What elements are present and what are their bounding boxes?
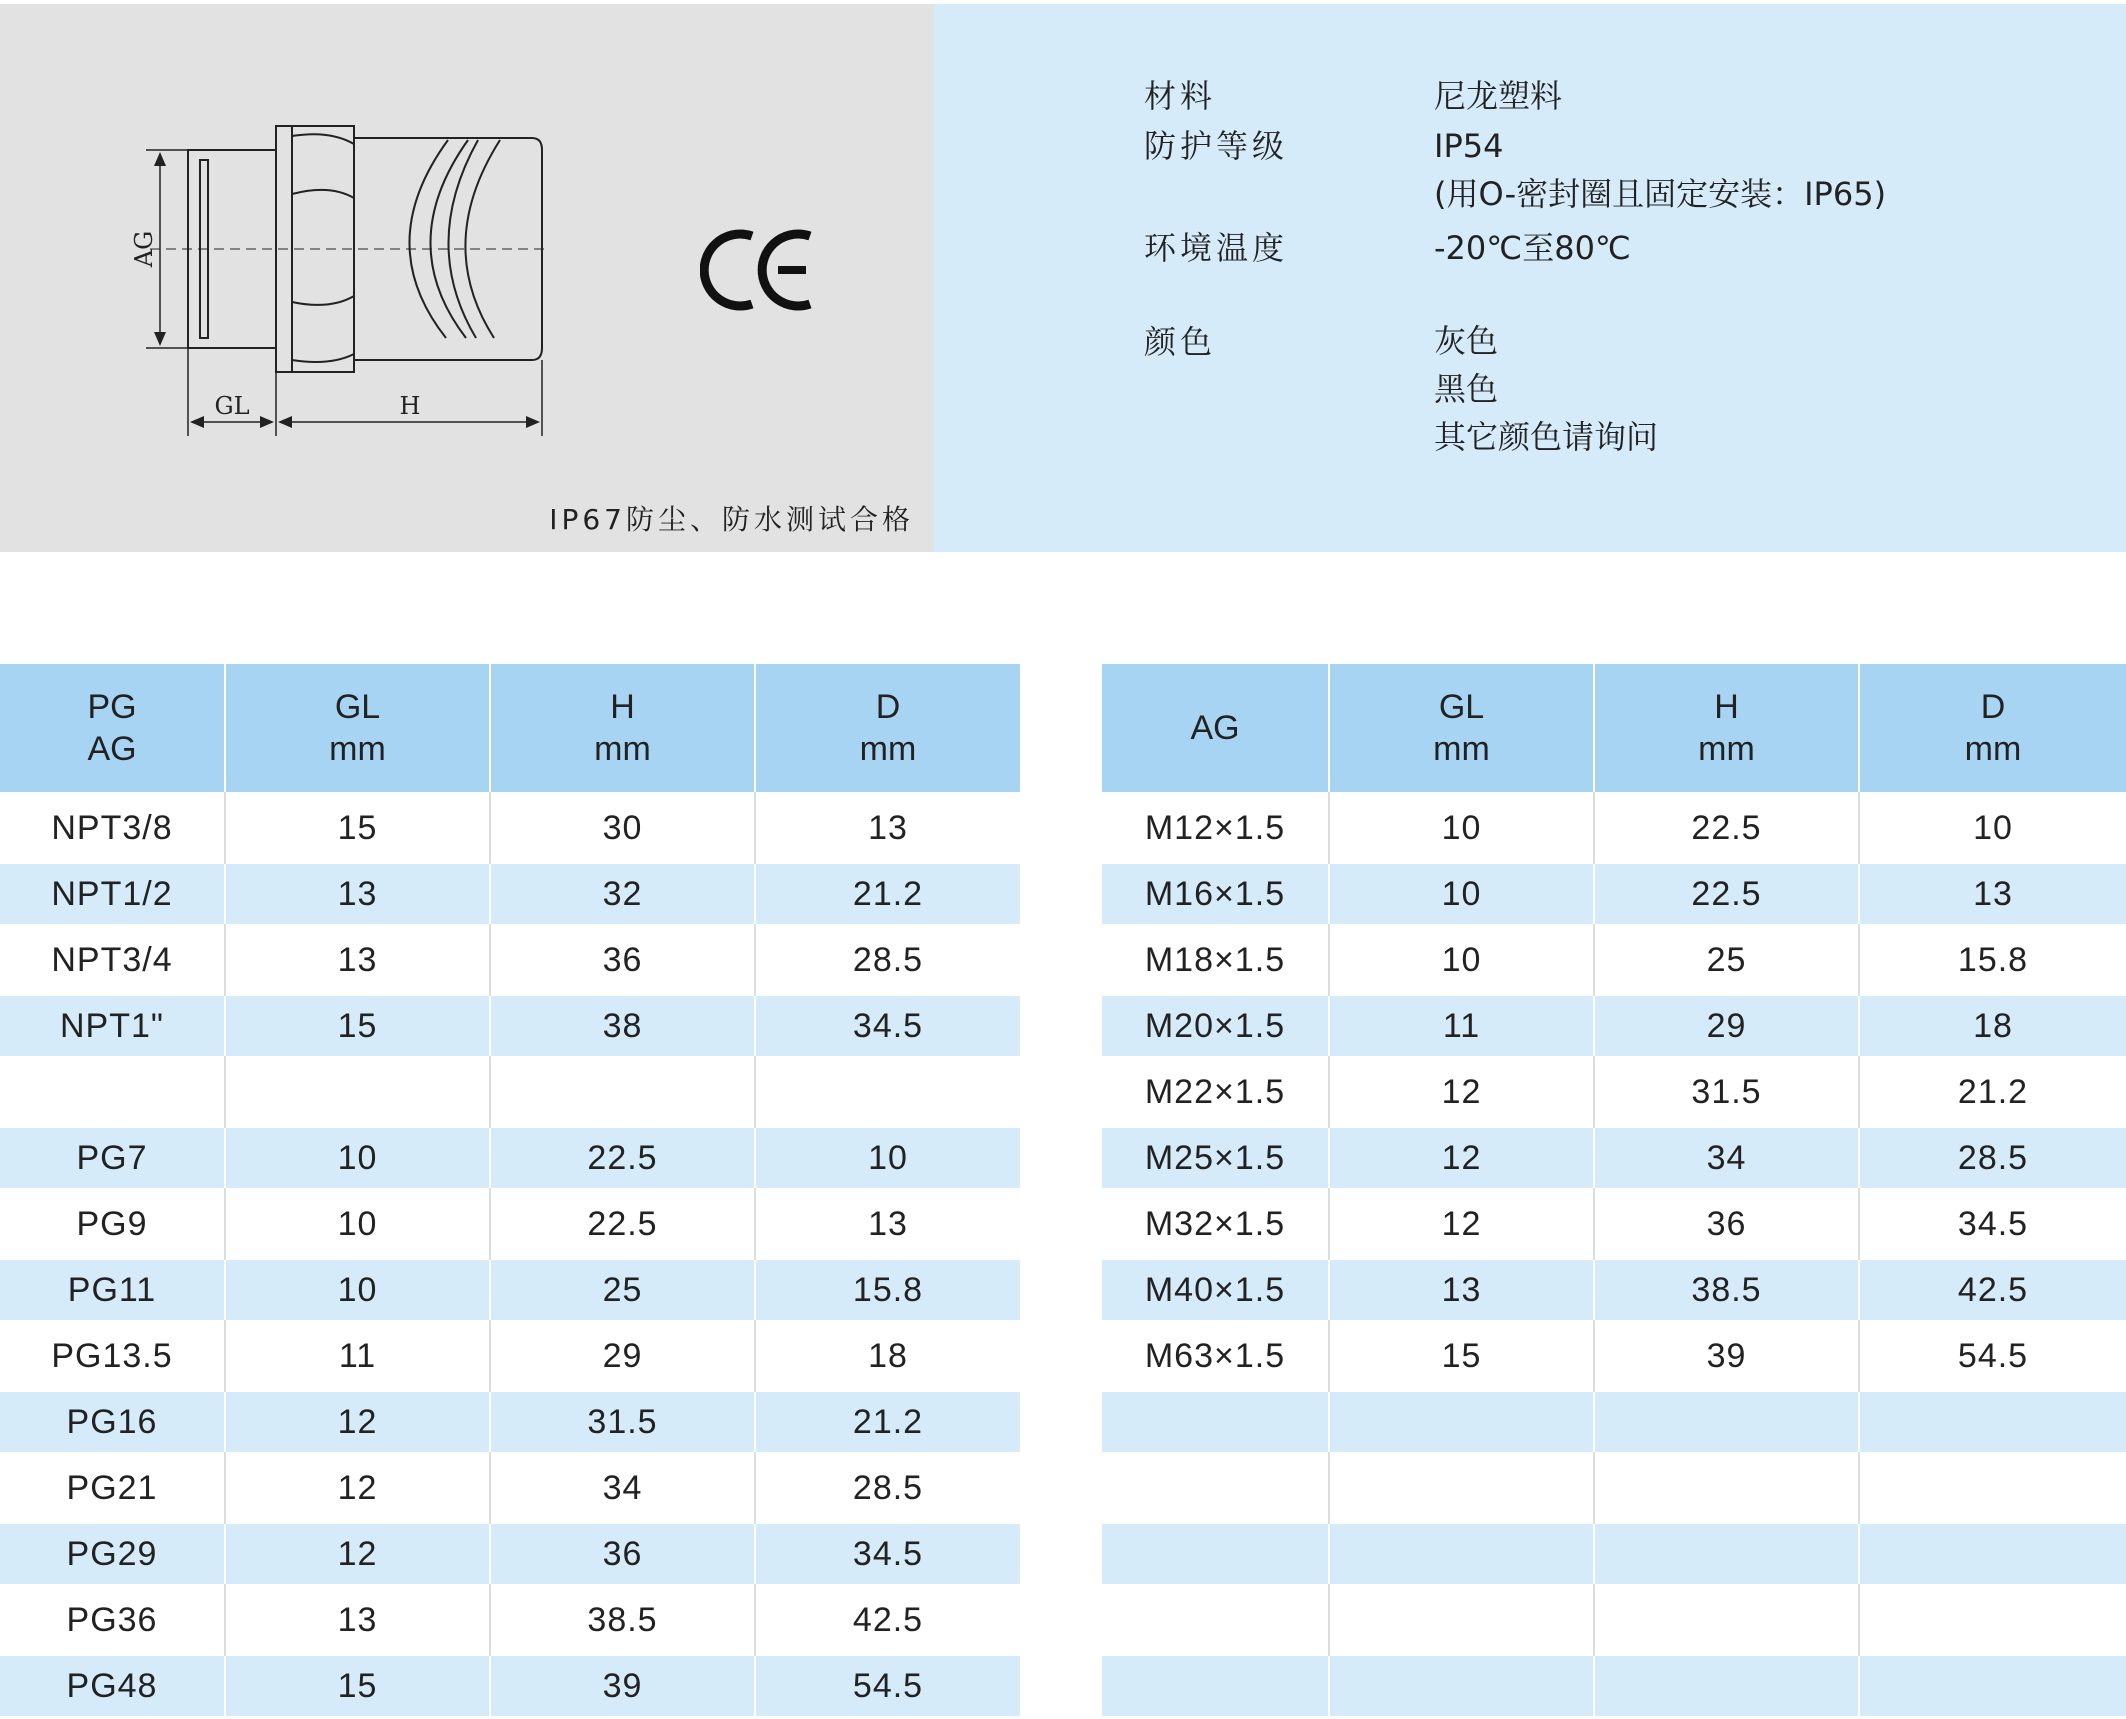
table-cell	[1328, 1584, 1593, 1656]
table-cell: NPT3/4	[0, 924, 224, 996]
table-cell: PG29	[0, 1524, 224, 1584]
table-cell: 34.5	[754, 996, 1020, 1056]
table-cell: NPT1/2	[0, 864, 224, 924]
column-header-line: mm	[859, 730, 917, 768]
table-cell: 34.5	[754, 1524, 1020, 1584]
table-cell: 18	[754, 1320, 1020, 1392]
table-cell: 36	[1593, 1188, 1858, 1260]
table-cell: 12	[224, 1524, 489, 1584]
table-cell: 15	[1328, 1320, 1593, 1392]
table-cell	[1858, 1584, 2126, 1656]
table-cell: 28.5	[754, 1452, 1020, 1524]
table-header-row	[0, 664, 1020, 792]
table-cell	[1593, 1656, 1858, 1716]
table-cell: 13	[1328, 1260, 1593, 1320]
column-header	[1858, 664, 2126, 792]
table-row	[0, 1128, 1020, 1188]
column-header-line: D	[875, 688, 901, 726]
dim-ag-label: AG	[130, 230, 158, 268]
column-header-line: mm	[329, 730, 386, 768]
table-cell: 11	[224, 1320, 489, 1392]
table-cell: 18	[1858, 996, 2126, 1056]
table-cell: 13	[224, 924, 489, 996]
table-cell: 12	[1328, 1128, 1593, 1188]
table-cell: 34	[1593, 1128, 1858, 1188]
table-cell: 12	[1328, 1056, 1593, 1128]
table-cell	[1593, 1524, 1858, 1584]
table-cell: M63×1.5	[1102, 1320, 1328, 1392]
table-cell: 13	[224, 1584, 489, 1656]
table-cell: PG9	[0, 1188, 224, 1260]
dim-gl-label: GL	[214, 392, 250, 420]
material-label: 材料	[1144, 77, 1217, 115]
table-cell: M22×1.5	[1102, 1056, 1328, 1128]
table-cell: 54.5	[754, 1656, 1020, 1716]
table-cell	[1328, 1452, 1593, 1524]
table-cell	[1593, 1452, 1858, 1524]
table-cell	[1858, 1656, 2126, 1716]
table-cell	[754, 1056, 1020, 1128]
table-cell	[1102, 1524, 1328, 1584]
table-cell: 12	[224, 1392, 489, 1452]
protection-label: 防护等级	[1144, 127, 1289, 165]
column-header	[0, 664, 224, 792]
table-cell: 13	[224, 864, 489, 924]
table-cell: NPT3/8	[0, 792, 224, 864]
table-cell: 21.2	[754, 1392, 1020, 1452]
table-cell: 15	[224, 792, 489, 864]
drawing-panel	[0, 4, 934, 552]
table-cell: 25	[489, 1260, 754, 1320]
table-cell: 12	[224, 1452, 489, 1524]
table-cell	[489, 1056, 754, 1128]
table-row	[0, 1188, 1020, 1260]
table-row	[0, 924, 1020, 996]
table-cell: 22.5	[1593, 864, 1858, 924]
table-cell: 10	[1328, 864, 1593, 924]
table-cell	[1328, 1524, 1593, 1584]
table-cell: 34.5	[1858, 1188, 2126, 1260]
table-row	[1102, 1128, 2126, 1188]
table-cell: M12×1.5	[1102, 792, 1328, 864]
table-cell: 15	[224, 1656, 489, 1716]
column-header-line: AG	[1190, 709, 1240, 747]
table-row	[1102, 1452, 2126, 1524]
table-cell: 29	[1593, 996, 1858, 1056]
table-cell: 31.5	[1593, 1056, 1858, 1128]
column-header-line: PG	[87, 688, 137, 726]
table-cell: 10	[1858, 792, 2126, 864]
pg-npt-dimension-table	[0, 664, 1020, 1716]
table-cell: PG36	[0, 1584, 224, 1656]
table-cell	[1102, 1584, 1328, 1656]
protection-note: (用O-密封圈且固定安装：IP65)	[1434, 175, 1887, 213]
table-cell: 21.2	[1858, 1056, 2126, 1128]
table-cell: 25	[1593, 924, 1858, 996]
material-value: 尼龙塑料	[1434, 77, 1563, 115]
table-row	[1102, 1392, 2126, 1452]
table-row	[0, 1056, 1020, 1128]
column-header-line: GL	[1438, 688, 1485, 726]
table-row	[0, 1524, 1020, 1584]
column-header-line: mm	[1433, 730, 1490, 768]
table-cell: PG13.5	[0, 1320, 224, 1392]
table-cell: PG16	[0, 1392, 224, 1452]
table-cell	[0, 1056, 224, 1128]
column-header-line: H	[610, 688, 635, 726]
color-value: 其它颜色请询问	[1434, 418, 1659, 456]
table-row	[1102, 1056, 2126, 1128]
table-cell: PG11	[0, 1260, 224, 1320]
column-header	[1328, 664, 1593, 792]
table-cell: 30	[489, 792, 754, 864]
table-row	[1102, 1320, 2126, 1392]
table-cell: 12	[1328, 1188, 1593, 1260]
table-cell: M25×1.5	[1102, 1128, 1328, 1188]
column-header-line: D	[1980, 688, 2006, 726]
column-header-line: mm	[594, 730, 651, 768]
column-header	[224, 664, 489, 792]
table-row	[1102, 996, 2126, 1056]
table-cell	[1328, 1392, 1593, 1452]
table-cell: 36	[489, 924, 754, 996]
table-cell: 28.5	[1858, 1128, 2126, 1188]
table-cell: M18×1.5	[1102, 924, 1328, 996]
metric-dimension-table	[1102, 664, 2126, 1716]
table-cell	[224, 1056, 489, 1128]
ce-mark-icon	[700, 224, 816, 316]
table-cell: M16×1.5	[1102, 864, 1328, 924]
table-cell: 39	[489, 1656, 754, 1716]
table-row	[1102, 792, 2126, 864]
column-header	[1593, 664, 1858, 792]
column-header-line: mm	[1964, 730, 2022, 768]
table-cell: 10	[224, 1128, 489, 1188]
table-cell	[1858, 1392, 2126, 1452]
table-cell: 10	[754, 1128, 1020, 1188]
table-row	[1102, 1524, 2126, 1584]
table-cell: 39	[1593, 1320, 1858, 1392]
table-cell: 10	[1328, 792, 1593, 864]
temperature-label: 环境温度	[1144, 229, 1289, 267]
dim-h-label: H	[399, 392, 421, 420]
table-row	[0, 1392, 1020, 1452]
table-cell: PG7	[0, 1128, 224, 1188]
table-cell: 15	[224, 996, 489, 1056]
table-cell: M20×1.5	[1102, 996, 1328, 1056]
table-row	[1102, 1656, 2126, 1716]
table-cell: 38.5	[489, 1584, 754, 1656]
table-cell: PG48	[0, 1656, 224, 1716]
table-cell: 10	[224, 1188, 489, 1260]
table-cell: 42.5	[754, 1584, 1020, 1656]
ip67-caption: IP67防尘、防水测试合格	[549, 503, 914, 536]
table-cell	[1102, 1452, 1328, 1524]
table-cell	[1858, 1452, 2126, 1524]
table-cell: 15.8	[1858, 924, 2126, 996]
table-row	[1102, 864, 2126, 924]
table-row	[1102, 1260, 2126, 1320]
table-cell: 10	[1328, 924, 1593, 996]
table-row	[1102, 1188, 2126, 1260]
column-header-line: mm	[1698, 730, 1755, 768]
table-cell: 10	[224, 1260, 489, 1320]
column-header	[754, 664, 1020, 792]
table-cell	[1328, 1656, 1593, 1716]
color-value: 黑色	[1434, 370, 1499, 408]
color-label: 颜色	[1144, 323, 1217, 361]
table-cell: 22.5	[489, 1128, 754, 1188]
table-cell: 36	[489, 1524, 754, 1584]
table-cell: 31.5	[489, 1392, 754, 1452]
table-cell: 38	[489, 996, 754, 1056]
color-value: 灰色	[1434, 322, 1499, 360]
table-row	[0, 1452, 1020, 1524]
table-row	[0, 864, 1020, 924]
table-cell	[1102, 1656, 1328, 1716]
table-cell: M32×1.5	[1102, 1188, 1328, 1260]
table-row	[0, 1260, 1020, 1320]
table-cell: 28.5	[754, 924, 1020, 996]
table-row	[0, 996, 1020, 1056]
table-cell: 13	[1858, 864, 2126, 924]
table-cell: 21.2	[754, 864, 1020, 924]
column-header	[1102, 664, 1328, 792]
column-header-line: AG	[87, 730, 137, 768]
table-cell: 22.5	[489, 1188, 754, 1260]
table-cell	[1102, 1392, 1328, 1452]
table-row	[1102, 1584, 2126, 1656]
table-row	[0, 1584, 1020, 1656]
temperature-value: -20℃至80℃	[1434, 229, 1631, 267]
table-cell: 54.5	[1858, 1320, 2126, 1392]
protection-value: IP54	[1434, 127, 1504, 165]
table-cell: 22.5	[1593, 792, 1858, 864]
table-cell: 29	[489, 1320, 754, 1392]
table-header-row	[1102, 664, 2126, 792]
column-header-line: H	[1714, 688, 1739, 726]
table-cell: 42.5	[1858, 1260, 2126, 1320]
table-cell: NPT1"	[0, 996, 224, 1056]
table-row	[0, 1656, 1020, 1716]
table-cell	[1593, 1584, 1858, 1656]
table-row	[0, 1320, 1020, 1392]
table-cell: PG21	[0, 1452, 224, 1524]
table-cell: 13	[754, 1188, 1020, 1260]
table-cell: 34	[489, 1452, 754, 1524]
table-cell: 13	[754, 792, 1020, 864]
table-cell: 11	[1328, 996, 1593, 1056]
table-cell: 38.5	[1593, 1260, 1858, 1320]
table-cell	[1858, 1524, 2126, 1584]
table-cell	[1593, 1392, 1858, 1452]
table-cell: M40×1.5	[1102, 1260, 1328, 1320]
table-row	[0, 792, 1020, 864]
column-header	[489, 664, 754, 792]
table-row	[1102, 924, 2126, 996]
table-cell: 32	[489, 864, 754, 924]
spec-panel	[934, 4, 2126, 552]
table-cell: 15.8	[754, 1260, 1020, 1320]
column-header-line: GL	[334, 688, 381, 726]
